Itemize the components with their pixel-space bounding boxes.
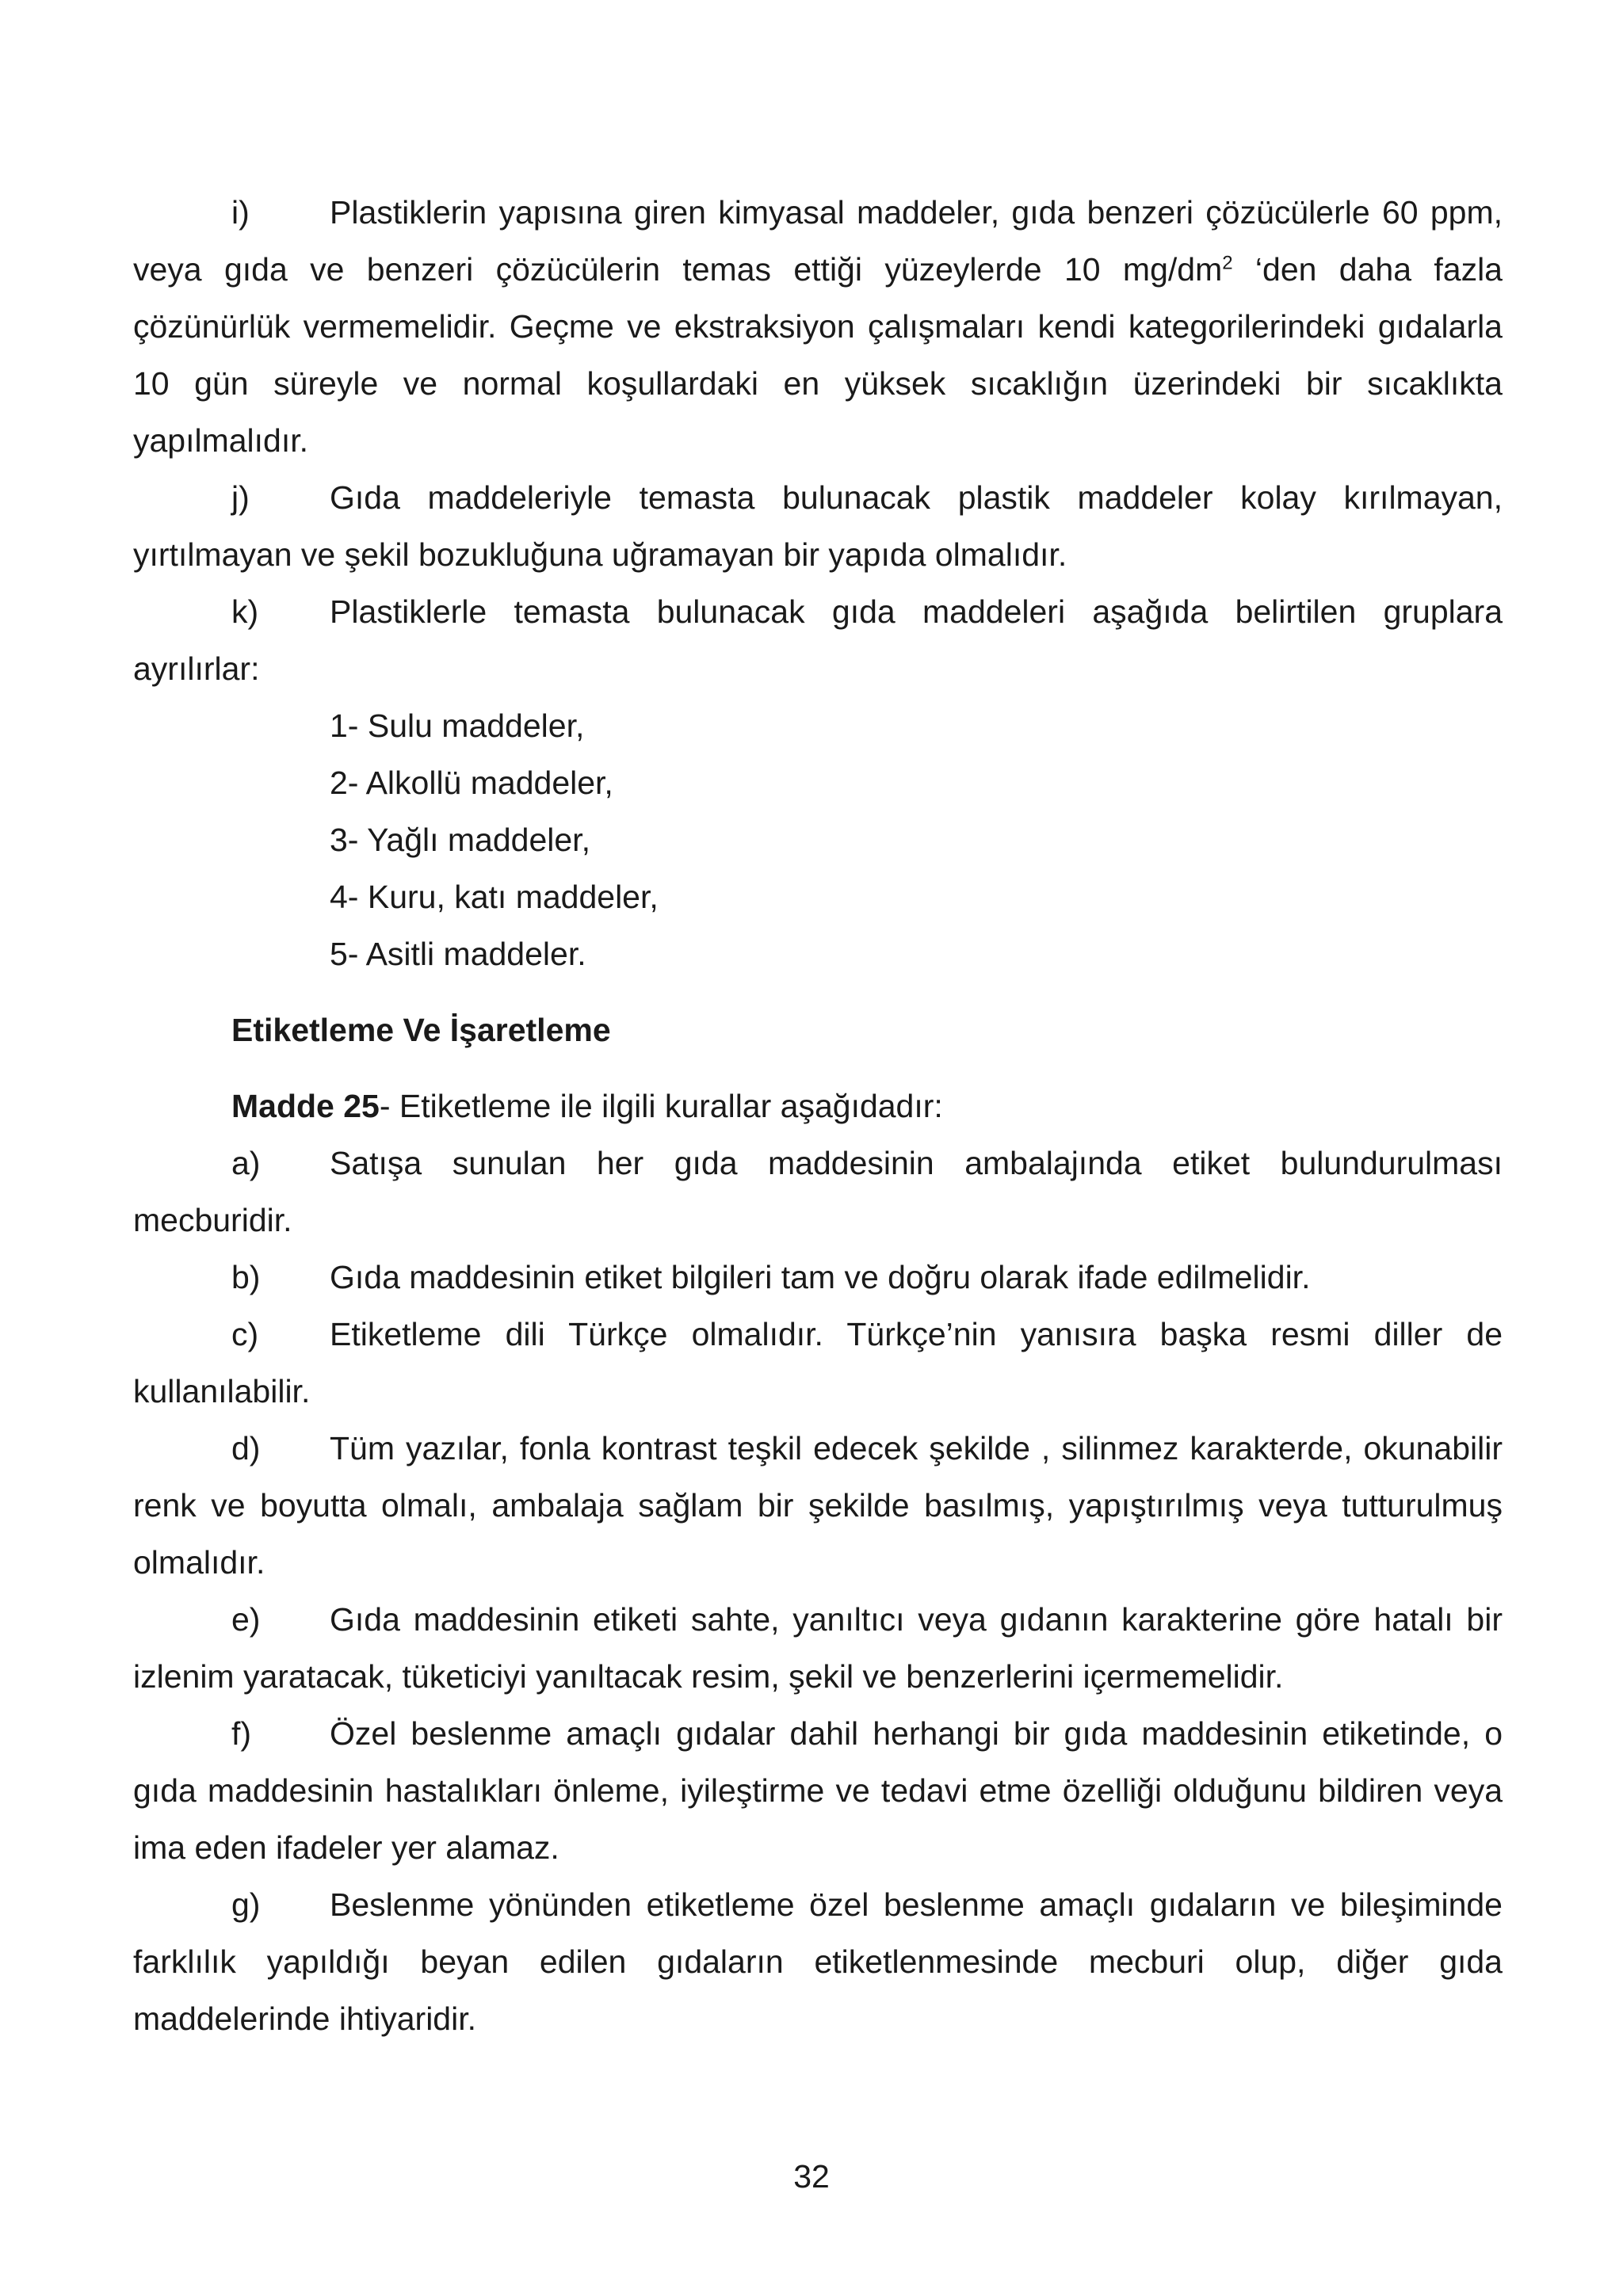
list-item: 2- Alkollü maddeler, bbox=[330, 765, 613, 801]
rule-text: Etiketleme dili Türkçe olmalıdır. Türkçe’nin yanısıra başka resmi diller de kullanılabilir. bbox=[133, 1316, 1503, 1409]
rule-b bbox=[133, 1249, 1503, 1306]
rule-text: Tüm yazılar, fonla kontrast teşkil edecek şekilde , silinmez karakterde, okunabilir renk ve boyutta olmalı, ambalaja sağlam bir şekilde basılmış, yapıştırılmış veya tutturulmuş olmalıdır. bbox=[133, 1430, 1503, 1581]
group-list bbox=[133, 697, 1503, 982]
rule-c bbox=[133, 1306, 1503, 1420]
rule-e bbox=[133, 1591, 1503, 1705]
article-label: Madde 25 bbox=[231, 1088, 380, 1124]
document-page bbox=[133, 184, 1503, 2047]
rule-f bbox=[133, 1705, 1503, 1876]
rule-text: Satışa sunulan her gıda maddesinin ambalajında etiket bulundurulması mecburidir. bbox=[133, 1145, 1503, 1238]
rule-marker: e) bbox=[231, 1601, 261, 1638]
rule-text: Gıda maddesinin etiketi sahte, yanıltıcı veya gıdanın karakterine göre hatalı bir izlenim yaratacak, tüketiciyi yanıltacak resim, şekil ve benzerlerini içermemelidir. bbox=[133, 1601, 1503, 1695]
rule-marker: d) bbox=[231, 1430, 261, 1466]
rule-marker: g) bbox=[231, 1886, 261, 1923]
item-i bbox=[133, 184, 1503, 469]
rule-a bbox=[133, 1135, 1503, 1249]
rule-text: Özel beslenme amaçlı gıdalar dahil herhangi bir gıda maddesinin etiketinde, o gıda maddesinin hastalıkları önleme, iyileştirme ve tedavi etme özelliği olduğunu bildiren veya ima eden ifadeler yer alamaz. bbox=[133, 1715, 1503, 1866]
superscript: 2 bbox=[1222, 252, 1233, 274]
article-text: - Etiketleme ile ilgili kurallar aşağıdadır: bbox=[379, 1088, 943, 1124]
item-text-continued: ‘den daha fazla çözünürlük vermemelidir. Geçme ve ekstraksiyon çalışmaları kendi kategorilerindeki gıdalarla 10 gün süreyle ve normal koşullardaki en yüksek sıcaklığın üzerindeki bir sıcaklıkta yapılmalıdır. bbox=[133, 251, 1503, 459]
rule-text: Beslenme yönünden etiketleme özel beslenme amaçlı gıdaların ve bileşiminde farklılık yapıldığı beyan edilen gıdaların etiketlenmesinde mecburi olup, diğer gıda maddelerinde ihtiyaridir. bbox=[133, 1886, 1503, 2037]
rule-marker: a) bbox=[231, 1145, 261, 1181]
section-heading: Etiketleme Ve İşaretleme bbox=[231, 1012, 611, 1048]
rule-text: Gıda maddesinin etiket bilgileri tam ve doğru olarak ifade edilmelidir. bbox=[330, 1259, 1311, 1295]
item-text: Plastiklerle temasta bulunacak gıda maddeleri aşağıda belirtilen gruplara ayrılırlar: bbox=[133, 593, 1503, 687]
item-marker: k) bbox=[231, 593, 259, 630]
item-marker: j) bbox=[231, 479, 250, 516]
rule-g bbox=[133, 1876, 1503, 2047]
list-item: 3- Yağlı maddeler, bbox=[330, 822, 590, 858]
rule-d bbox=[133, 1420, 1503, 1591]
item-text: Gıda maddeleriyle temasta bulunacak plastik maddeler kolay kırılmayan, yırtılmayan ve şekil bozukluğuna uğramayan bir yapıda olmalıdır. bbox=[133, 479, 1503, 573]
article-intro bbox=[231, 1077, 1503, 1135]
list-item: 1- Sulu maddeler, bbox=[330, 707, 585, 744]
list-item: 5- Asitli maddeler. bbox=[330, 936, 586, 972]
rule-marker: f) bbox=[231, 1715, 252, 1752]
item-marker: i) bbox=[231, 194, 250, 231]
item-text: Plastiklerin yapısına giren kimyasal maddeler, gıda benzeri çözücülerle 60 ppm, veya gıda ve benzeri çözücülerin temas ettiği yüzeylerde 10 mg/dm bbox=[133, 194, 1503, 288]
rule-marker: b) bbox=[231, 1259, 261, 1295]
page-number: 32 bbox=[793, 2158, 830, 2195]
item-j bbox=[133, 469, 1503, 583]
rule-marker: c) bbox=[231, 1316, 259, 1352]
list-item: 4- Kuru, katı maddeler, bbox=[330, 879, 659, 915]
item-k bbox=[133, 583, 1503, 697]
